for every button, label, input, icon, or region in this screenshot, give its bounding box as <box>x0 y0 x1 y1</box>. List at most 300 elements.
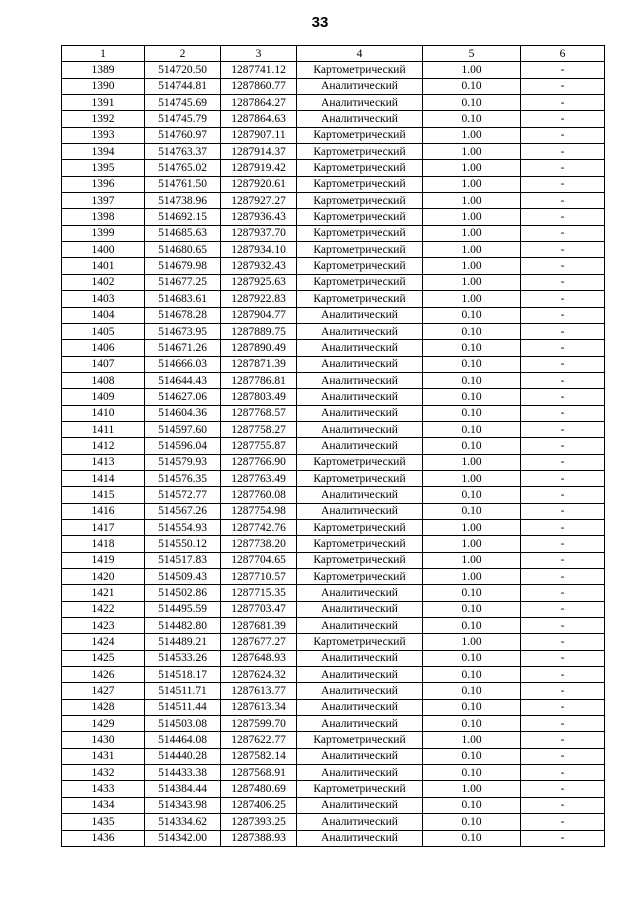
y-coordinate-cell: 1287677.27 <box>221 634 297 650</box>
x-coordinate-cell: 514677.25 <box>145 274 221 290</box>
table-row <box>62 519 605 535</box>
note-cell: - <box>521 814 605 830</box>
note-cell: - <box>521 618 605 634</box>
table-row <box>62 242 605 258</box>
method-cell: Аналитический <box>297 797 423 813</box>
point-number-cell: 1404 <box>62 307 145 323</box>
method-cell: Аналитический <box>297 830 423 846</box>
accuracy-cell: 0.10 <box>423 307 521 323</box>
note-cell: - <box>521 569 605 585</box>
note-cell: - <box>521 291 605 307</box>
x-coordinate-cell: 514673.95 <box>145 323 221 339</box>
x-coordinate-cell: 514692.15 <box>145 209 221 225</box>
point-number-cell: 1433 <box>62 781 145 797</box>
note-cell: - <box>521 470 605 486</box>
note-cell: - <box>521 487 605 503</box>
method-cell: Аналитический <box>297 340 423 356</box>
note-cell: - <box>521 405 605 421</box>
x-coordinate-cell: 514678.28 <box>145 307 221 323</box>
table-row <box>62 765 605 781</box>
y-coordinate-cell: 1287889.75 <box>221 323 297 339</box>
note-cell: - <box>521 78 605 94</box>
accuracy-cell: 0.10 <box>423 618 521 634</box>
point-number-cell: 1422 <box>62 601 145 617</box>
x-coordinate-cell: 514683.61 <box>145 291 221 307</box>
accuracy-cell: 0.10 <box>423 95 521 111</box>
note-cell: - <box>521 748 605 764</box>
table-row <box>62 536 605 552</box>
table-row <box>62 111 605 127</box>
y-coordinate-cell: 1287704.65 <box>221 552 297 568</box>
y-coordinate-cell: 1287937.70 <box>221 225 297 241</box>
x-coordinate-cell: 514680.65 <box>145 242 221 258</box>
method-cell: Аналитический <box>297 307 423 323</box>
column-header-6: 6 <box>521 46 605 62</box>
table-row <box>62 372 605 388</box>
point-number-cell: 1401 <box>62 258 145 274</box>
point-number-cell: 1429 <box>62 716 145 732</box>
note-cell: - <box>521 62 605 78</box>
method-cell: Аналитический <box>297 356 423 372</box>
x-coordinate-cell: 514685.63 <box>145 225 221 241</box>
point-number-cell: 1430 <box>62 732 145 748</box>
y-coordinate-cell: 1287599.70 <box>221 716 297 732</box>
y-coordinate-cell: 1287932.43 <box>221 258 297 274</box>
table-row <box>62 307 605 323</box>
accuracy-cell: 0.10 <box>423 814 521 830</box>
accuracy-cell: 0.10 <box>423 650 521 666</box>
note-cell: - <box>521 830 605 846</box>
point-number-cell: 1413 <box>62 454 145 470</box>
accuracy-cell: 0.10 <box>423 356 521 372</box>
point-number-cell: 1409 <box>62 389 145 405</box>
note-cell: - <box>521 111 605 127</box>
table-row <box>62 470 605 486</box>
accuracy-cell: 1.00 <box>423 291 521 307</box>
point-number-cell: 1389 <box>62 62 145 78</box>
y-coordinate-cell: 1287763.49 <box>221 470 297 486</box>
accuracy-cell: 1.00 <box>423 274 521 290</box>
point-number-cell: 1394 <box>62 144 145 160</box>
accuracy-cell: 0.10 <box>423 372 521 388</box>
note-cell: - <box>521 519 605 535</box>
accuracy-cell: 0.10 <box>423 389 521 405</box>
y-coordinate-cell: 1287803.49 <box>221 389 297 405</box>
method-cell: Аналитический <box>297 765 423 781</box>
point-number-cell: 1410 <box>62 405 145 421</box>
table-row <box>62 62 605 78</box>
accuracy-cell: 0.10 <box>423 667 521 683</box>
method-cell: Картометрический <box>297 569 423 585</box>
point-number-cell: 1424 <box>62 634 145 650</box>
table-row <box>62 601 605 617</box>
y-coordinate-cell: 1287766.90 <box>221 454 297 470</box>
point-number-cell: 1405 <box>62 323 145 339</box>
point-number-cell: 1406 <box>62 340 145 356</box>
point-number-cell: 1420 <box>62 569 145 585</box>
x-coordinate-cell: 514671.26 <box>145 340 221 356</box>
x-coordinate-cell: 514518.17 <box>145 667 221 683</box>
y-coordinate-cell: 1287624.32 <box>221 667 297 683</box>
method-cell: Картометрический <box>297 193 423 209</box>
method-cell: Картометрический <box>297 144 423 160</box>
x-coordinate-cell: 514576.35 <box>145 470 221 486</box>
note-cell: - <box>521 732 605 748</box>
point-number-cell: 1423 <box>62 618 145 634</box>
y-coordinate-cell: 1287480.69 <box>221 781 297 797</box>
table-row <box>62 699 605 715</box>
y-coordinate-cell: 1287754.98 <box>221 503 297 519</box>
accuracy-cell: 1.00 <box>423 242 521 258</box>
method-cell: Аналитический <box>297 748 423 764</box>
table-row <box>62 487 605 503</box>
note-cell: - <box>521 389 605 405</box>
table-row <box>62 454 605 470</box>
point-number-cell: 1393 <box>62 127 145 143</box>
point-number-cell: 1400 <box>62 242 145 258</box>
x-coordinate-cell: 514765.02 <box>145 160 221 176</box>
accuracy-cell: 0.10 <box>423 683 521 699</box>
y-coordinate-cell: 1287758.27 <box>221 421 297 437</box>
x-coordinate-cell: 514517.83 <box>145 552 221 568</box>
table-row <box>62 683 605 699</box>
table-row <box>62 667 605 683</box>
accuracy-cell: 1.00 <box>423 781 521 797</box>
accuracy-cell: 0.10 <box>423 438 521 454</box>
accuracy-cell: 0.10 <box>423 601 521 617</box>
table-row <box>62 618 605 634</box>
method-cell: Картометрический <box>297 176 423 192</box>
method-cell: Аналитический <box>297 95 423 111</box>
method-cell: Аналитический <box>297 438 423 454</box>
column-header-1: 1 <box>62 46 145 62</box>
y-coordinate-cell: 1287406.25 <box>221 797 297 813</box>
method-cell: Аналитический <box>297 585 423 601</box>
y-coordinate-cell: 1287648.93 <box>221 650 297 666</box>
table-body <box>62 62 605 847</box>
accuracy-cell: 1.00 <box>423 209 521 225</box>
note-cell: - <box>521 356 605 372</box>
y-coordinate-cell: 1287613.77 <box>221 683 297 699</box>
table-row <box>62 585 605 601</box>
method-cell: Картометрический <box>297 634 423 650</box>
table-row <box>62 732 605 748</box>
point-number-cell: 1428 <box>62 699 145 715</box>
note-cell: - <box>521 274 605 290</box>
point-number-cell: 1391 <box>62 95 145 111</box>
x-coordinate-cell: 514627.06 <box>145 389 221 405</box>
x-coordinate-cell: 514503.08 <box>145 716 221 732</box>
x-coordinate-cell: 514644.43 <box>145 372 221 388</box>
note-cell: - <box>521 193 605 209</box>
y-coordinate-cell: 1287622.77 <box>221 732 297 748</box>
x-coordinate-cell: 514596.04 <box>145 438 221 454</box>
method-cell: Картометрический <box>297 470 423 486</box>
y-coordinate-cell: 1287393.25 <box>221 814 297 830</box>
y-coordinate-cell: 1287890.49 <box>221 340 297 356</box>
x-coordinate-cell: 514343.98 <box>145 797 221 813</box>
table-row <box>62 78 605 94</box>
method-cell: Аналитический <box>297 389 423 405</box>
accuracy-cell: 0.10 <box>423 78 521 94</box>
method-cell: Аналитический <box>297 503 423 519</box>
method-cell: Картометрический <box>297 274 423 290</box>
note-cell: - <box>521 503 605 519</box>
accuracy-cell: 0.10 <box>423 765 521 781</box>
page-number: 33 <box>311 14 329 31</box>
method-cell: Аналитический <box>297 78 423 94</box>
method-cell: Картометрический <box>297 62 423 78</box>
note-cell: - <box>521 699 605 715</box>
table-row <box>62 405 605 421</box>
coordinates-table <box>61 45 605 847</box>
point-number-cell: 1403 <box>62 291 145 307</box>
table-row <box>62 781 605 797</box>
table-row <box>62 716 605 732</box>
accuracy-cell: 0.10 <box>423 405 521 421</box>
note-cell: - <box>521 160 605 176</box>
method-cell: Аналитический <box>297 814 423 830</box>
method-cell: Картометрический <box>297 536 423 552</box>
method-cell: Картометрический <box>297 291 423 307</box>
point-number-cell: 1417 <box>62 519 145 535</box>
point-number-cell: 1436 <box>62 830 145 846</box>
note-cell: - <box>521 225 605 241</box>
y-coordinate-cell: 1287864.27 <box>221 95 297 111</box>
table-row <box>62 291 605 307</box>
accuracy-cell: 1.00 <box>423 225 521 241</box>
x-coordinate-cell: 514440.28 <box>145 748 221 764</box>
y-coordinate-cell: 1287760.08 <box>221 487 297 503</box>
note-cell: - <box>521 127 605 143</box>
x-coordinate-cell: 514554.93 <box>145 519 221 535</box>
method-cell: Картометрический <box>297 160 423 176</box>
accuracy-cell: 0.10 <box>423 421 521 437</box>
note-cell: - <box>521 144 605 160</box>
method-cell: Картометрический <box>297 454 423 470</box>
y-coordinate-cell: 1287860.77 <box>221 78 297 94</box>
note-cell: - <box>521 601 605 617</box>
method-cell: Аналитический <box>297 372 423 388</box>
y-coordinate-cell: 1287582.14 <box>221 748 297 764</box>
accuracy-cell: 0.10 <box>423 503 521 519</box>
x-coordinate-cell: 514604.36 <box>145 405 221 421</box>
x-coordinate-cell: 514679.98 <box>145 258 221 274</box>
table-row <box>62 569 605 585</box>
table-row <box>62 274 605 290</box>
table-row <box>62 356 605 372</box>
note-cell: - <box>521 242 605 258</box>
table-row <box>62 144 605 160</box>
y-coordinate-cell: 1287755.87 <box>221 438 297 454</box>
y-coordinate-cell: 1287741.12 <box>221 62 297 78</box>
y-coordinate-cell: 1287919.42 <box>221 160 297 176</box>
table-row <box>62 209 605 225</box>
point-number-cell: 1398 <box>62 209 145 225</box>
x-coordinate-cell: 514567.26 <box>145 503 221 519</box>
x-coordinate-cell: 514495.59 <box>145 601 221 617</box>
point-number-cell: 1411 <box>62 421 145 437</box>
x-coordinate-cell: 514550.12 <box>145 536 221 552</box>
table-row <box>62 340 605 356</box>
table-row <box>62 95 605 111</box>
x-coordinate-cell: 514342.00 <box>145 830 221 846</box>
accuracy-cell: 1.00 <box>423 127 521 143</box>
point-number-cell: 1402 <box>62 274 145 290</box>
accuracy-cell: 0.10 <box>423 323 521 339</box>
x-coordinate-cell: 514579.93 <box>145 454 221 470</box>
note-cell: - <box>521 438 605 454</box>
method-cell: Аналитический <box>297 111 423 127</box>
method-cell: Картометрический <box>297 519 423 535</box>
method-cell: Картометрический <box>297 225 423 241</box>
table-row <box>62 193 605 209</box>
method-cell: Аналитический <box>297 323 423 339</box>
method-cell: Аналитический <box>297 699 423 715</box>
x-coordinate-cell: 514511.71 <box>145 683 221 699</box>
accuracy-cell: 0.10 <box>423 797 521 813</box>
point-number-cell: 1427 <box>62 683 145 699</box>
table-row <box>62 389 605 405</box>
accuracy-cell: 0.10 <box>423 748 521 764</box>
y-coordinate-cell: 1287768.57 <box>221 405 297 421</box>
accuracy-cell: 1.00 <box>423 519 521 535</box>
accuracy-cell: 1.00 <box>423 536 521 552</box>
column-header-4: 4 <box>297 46 423 62</box>
point-number-cell: 1416 <box>62 503 145 519</box>
table-row <box>62 650 605 666</box>
accuracy-cell: 1.00 <box>423 144 521 160</box>
y-coordinate-cell: 1287927.27 <box>221 193 297 209</box>
y-coordinate-cell: 1287907.11 <box>221 127 297 143</box>
accuracy-cell: 0.10 <box>423 699 521 715</box>
table-row <box>62 814 605 830</box>
note-cell: - <box>521 650 605 666</box>
table-row <box>62 797 605 813</box>
x-coordinate-cell: 514763.37 <box>145 144 221 160</box>
x-coordinate-cell: 514572.77 <box>145 487 221 503</box>
method-cell: Аналитический <box>297 601 423 617</box>
point-number-cell: 1431 <box>62 748 145 764</box>
method-cell: Аналитический <box>297 650 423 666</box>
method-cell: Картометрический <box>297 127 423 143</box>
table-row <box>62 160 605 176</box>
x-coordinate-cell: 514533.26 <box>145 650 221 666</box>
accuracy-cell: 1.00 <box>423 569 521 585</box>
note-cell: - <box>521 176 605 192</box>
accuracy-cell: 1.00 <box>423 62 521 78</box>
point-number-cell: 1390 <box>62 78 145 94</box>
point-number-cell: 1395 <box>62 160 145 176</box>
accuracy-cell: 0.10 <box>423 111 521 127</box>
y-coordinate-cell: 1287786.81 <box>221 372 297 388</box>
x-coordinate-cell: 514334.62 <box>145 814 221 830</box>
note-cell: - <box>521 552 605 568</box>
table-row <box>62 323 605 339</box>
x-coordinate-cell: 514744.81 <box>145 78 221 94</box>
y-coordinate-cell: 1287922.83 <box>221 291 297 307</box>
note-cell: - <box>521 536 605 552</box>
y-coordinate-cell: 1287715.35 <box>221 585 297 601</box>
accuracy-cell: 1.00 <box>423 732 521 748</box>
y-coordinate-cell: 1287864.63 <box>221 111 297 127</box>
x-coordinate-cell: 514482.80 <box>145 618 221 634</box>
method-cell: Картометрический <box>297 781 423 797</box>
accuracy-cell: 1.00 <box>423 176 521 192</box>
table-row <box>62 830 605 846</box>
note-cell: - <box>521 258 605 274</box>
point-number-cell: 1399 <box>62 225 145 241</box>
note-cell: - <box>521 585 605 601</box>
x-coordinate-cell: 514464.08 <box>145 732 221 748</box>
note-cell: - <box>521 95 605 111</box>
accuracy-cell: 0.10 <box>423 585 521 601</box>
point-number-cell: 1408 <box>62 372 145 388</box>
point-number-cell: 1419 <box>62 552 145 568</box>
table-row <box>62 225 605 241</box>
point-number-cell: 1414 <box>62 470 145 486</box>
y-coordinate-cell: 1287871.39 <box>221 356 297 372</box>
column-header-2: 2 <box>145 46 221 62</box>
x-coordinate-cell: 514502.86 <box>145 585 221 601</box>
method-cell: Аналитический <box>297 683 423 699</box>
table-row <box>62 176 605 192</box>
column-header-5: 5 <box>423 46 521 62</box>
y-coordinate-cell: 1287914.37 <box>221 144 297 160</box>
note-cell: - <box>521 323 605 339</box>
column-header-3: 3 <box>221 46 297 62</box>
table-row <box>62 552 605 568</box>
x-coordinate-cell: 514738.96 <box>145 193 221 209</box>
method-cell: Аналитический <box>297 716 423 732</box>
point-number-cell: 1425 <box>62 650 145 666</box>
y-coordinate-cell: 1287936.43 <box>221 209 297 225</box>
table-row <box>62 503 605 519</box>
x-coordinate-cell: 514511.44 <box>145 699 221 715</box>
y-coordinate-cell: 1287920.61 <box>221 176 297 192</box>
accuracy-cell: 0.10 <box>423 830 521 846</box>
point-number-cell: 1407 <box>62 356 145 372</box>
table-row <box>62 438 605 454</box>
note-cell: - <box>521 765 605 781</box>
note-cell: - <box>521 781 605 797</box>
y-coordinate-cell: 1287388.93 <box>221 830 297 846</box>
point-number-cell: 1392 <box>62 111 145 127</box>
point-number-cell: 1434 <box>62 797 145 813</box>
table-row <box>62 634 605 650</box>
accuracy-cell: 0.10 <box>423 340 521 356</box>
method-cell: Аналитический <box>297 421 423 437</box>
y-coordinate-cell: 1287925.63 <box>221 274 297 290</box>
accuracy-cell: 1.00 <box>423 258 521 274</box>
x-coordinate-cell: 514761.50 <box>145 176 221 192</box>
note-cell: - <box>521 683 605 699</box>
method-cell: Картометрический <box>297 209 423 225</box>
point-number-cell: 1421 <box>62 585 145 601</box>
note-cell: - <box>521 716 605 732</box>
note-cell: - <box>521 307 605 323</box>
y-coordinate-cell: 1287568.91 <box>221 765 297 781</box>
accuracy-cell: 1.00 <box>423 454 521 470</box>
y-coordinate-cell: 1287934.10 <box>221 242 297 258</box>
point-number-cell: 1397 <box>62 193 145 209</box>
method-cell: Картометрический <box>297 242 423 258</box>
method-cell: Картометрический <box>297 732 423 748</box>
note-cell: - <box>521 340 605 356</box>
x-coordinate-cell: 514745.79 <box>145 111 221 127</box>
header-row <box>62 46 605 62</box>
accuracy-cell: 1.00 <box>423 634 521 650</box>
